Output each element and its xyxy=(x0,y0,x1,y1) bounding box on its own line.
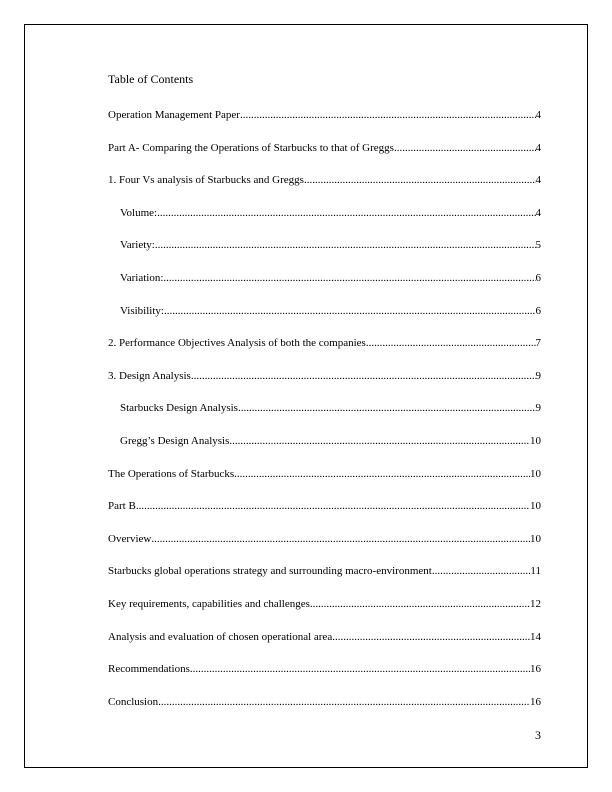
toc-entry-page: 9 xyxy=(535,369,541,382)
toc-leader xyxy=(136,499,530,513)
toc-list xyxy=(108,108,541,727)
toc-entry[interactable] xyxy=(108,434,541,467)
toc-entry[interactable] xyxy=(108,336,541,369)
toc-entry-page: 4 xyxy=(535,174,541,187)
toc-entry-text: Gregg’s Design Analysis xyxy=(120,434,230,447)
toc-leader xyxy=(332,630,530,644)
toc-entry[interactable] xyxy=(108,499,541,532)
toc-leader xyxy=(151,532,530,546)
toc-entry-page: 10 xyxy=(530,500,541,513)
toc-entry-text: Conclusion xyxy=(108,695,159,708)
toc-entry-page: 6 xyxy=(535,271,541,284)
page-number: 3 xyxy=(535,728,541,742)
toc-entry-page: 4 xyxy=(535,206,541,219)
toc-entry[interactable] xyxy=(108,532,541,565)
toc-leader xyxy=(366,336,536,350)
toc-entry-text: Analysis and evaluation of chosen operational area xyxy=(108,630,333,643)
toc-leader xyxy=(229,434,530,448)
toc-entry[interactable] xyxy=(108,630,541,663)
toc-entry[interactable] xyxy=(108,597,541,630)
toc-entry-page: 10 xyxy=(530,532,541,545)
toc-entry-page: 9 xyxy=(535,402,541,415)
toc-entry-page: 12 xyxy=(530,597,541,610)
toc-entry-page: 4 xyxy=(535,109,541,121)
toc-entry[interactable] xyxy=(108,271,541,304)
toc-leader xyxy=(158,695,530,709)
toc-entry-text: Variation: xyxy=(120,271,164,284)
toc-entry[interactable] xyxy=(108,238,541,271)
toc-entry-page: 5 xyxy=(535,239,541,252)
toc-entry-page: 16 xyxy=(530,695,541,708)
toc-entry-text: Part B xyxy=(108,500,136,513)
toc-leader xyxy=(163,271,535,285)
toc-entry-text: Recommendations xyxy=(108,663,190,676)
toc-entry-page: 10 xyxy=(530,434,541,447)
toc-entry[interactable] xyxy=(108,206,541,239)
toc-entry-text: Visibility: xyxy=(120,304,164,317)
toc-entry-text: Starbucks Design Analysis xyxy=(120,402,238,415)
toc-entry[interactable] xyxy=(108,173,541,206)
toc-entry-text: 3. Design Analysis xyxy=(108,369,191,382)
toc-entry[interactable] xyxy=(108,369,541,402)
toc-entry[interactable] xyxy=(108,695,541,728)
toc-leader xyxy=(432,564,531,578)
toc-entry-text: Part A- Comparing the Operations of Starbucks to that of Greggs xyxy=(108,141,394,154)
toc-entry-page: 6 xyxy=(535,304,541,317)
toc-entry-text: Operation Management Paper xyxy=(108,109,240,121)
toc-entry-page: 11 xyxy=(530,565,541,578)
toc-entry-text: Starbucks global operations strategy and surrounding macro-environment xyxy=(108,565,432,578)
toc-leader xyxy=(240,108,536,122)
toc-leader xyxy=(310,597,530,611)
toc-entry-text: The Operations of Starbucks xyxy=(108,467,235,480)
toc-entry-text: Variety: xyxy=(120,239,155,252)
toc-entry-page: 14 xyxy=(530,630,541,643)
toc-entry[interactable] xyxy=(108,108,541,141)
toc-entry[interactable] xyxy=(108,141,541,174)
toc-leader xyxy=(155,238,536,252)
toc-entry-page: 16 xyxy=(530,663,541,676)
toc-entry[interactable] xyxy=(108,304,541,337)
toc-entry-text: Volume: xyxy=(120,206,158,219)
toc-leader xyxy=(394,141,536,155)
toc-leader xyxy=(234,467,530,481)
toc-entry-text: Overview xyxy=(108,532,152,545)
toc-entry-page: 4 xyxy=(535,141,541,154)
toc-leader xyxy=(191,369,536,383)
toc-leader xyxy=(157,206,535,220)
toc-entry[interactable] xyxy=(108,662,541,695)
toc-leader xyxy=(164,304,536,318)
toc-leader xyxy=(190,662,530,676)
toc-entry[interactable] xyxy=(108,564,541,597)
toc-entry-text: Key requirements, capabilities and challenges xyxy=(108,597,310,610)
toc-leader xyxy=(238,401,536,415)
toc-title: Table of Contents xyxy=(108,72,194,86)
toc-entry-text: 2. Performance Objectives Analysis of both the companies xyxy=(108,337,366,350)
toc-entry-page: 10 xyxy=(530,467,541,480)
toc-entry-page: 7 xyxy=(535,337,541,350)
toc-entry-text: 1. Four Vs analysis of Starbucks and Greggs xyxy=(108,174,304,187)
toc-leader xyxy=(304,173,536,187)
toc-entry[interactable] xyxy=(108,467,541,500)
toc-entry[interactable] xyxy=(108,401,541,434)
